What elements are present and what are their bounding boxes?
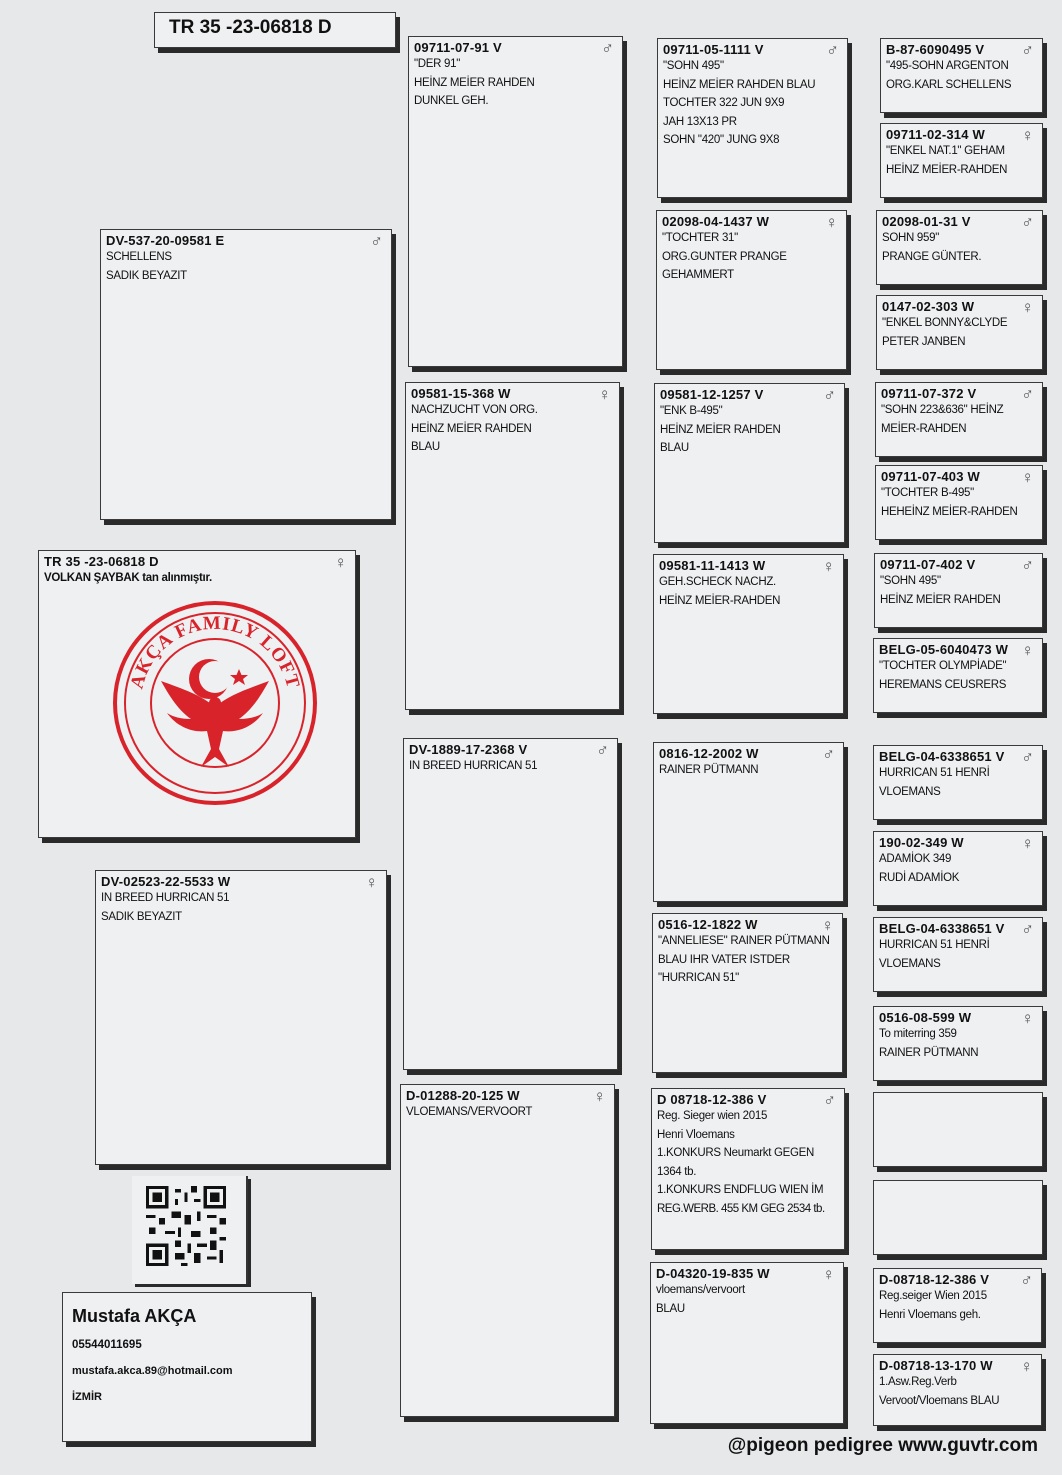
ring-number: TR 35 -23-06818 D	[44, 554, 159, 569]
pedigree-card-dsd	[652, 913, 843, 1073]
pedigree-card-ds	[403, 738, 618, 1070]
card-line: SADIK BEYAZIT	[106, 269, 187, 282]
pedigree-card-dd	[400, 1084, 615, 1417]
pedigree-card-g11	[873, 917, 1043, 992]
male-symbol-icon: ♂	[1021, 41, 1034, 60]
ring-number: BELG-05-6040473 W	[879, 642, 1009, 657]
male-symbol-icon: ♂	[823, 386, 836, 405]
ring-number: D-08718-13-170 W	[879, 1358, 993, 1373]
card-line: BLAU IHR VATER ISTDER	[658, 953, 790, 966]
ring-number: B-87-6090495 V	[886, 42, 985, 57]
male-symbol-icon: ♂	[596, 741, 609, 760]
female-symbol-icon: ♀	[365, 873, 378, 892]
card-line: PETER JANBEN	[882, 335, 966, 348]
pedigree-card-sds	[654, 383, 845, 543]
ring-number: 09581-15-368 W	[411, 386, 511, 401]
card-line: TOCHTER 322 JUN 9X9	[663, 97, 785, 109]
pedigree-card-sire	[100, 229, 392, 520]
ring-number: 02098-04-1437 W	[662, 214, 770, 229]
stamp-text: AKÇA FAMILY LOFT	[126, 612, 304, 692]
ring-number: DV-02523-22-5533 W	[101, 874, 231, 889]
card-line: BLAU	[411, 441, 440, 453]
ring-number: 02098-01-31 V	[882, 214, 971, 229]
pedigree-card-g16	[873, 1354, 1042, 1426]
card-line: SOHN 959"	[882, 232, 939, 244]
card-line: HURRICAN 51 HENRİ	[879, 939, 990, 951]
card-line: ORG.GUNTER PRANGE	[662, 250, 787, 263]
male-symbol-icon: ♂	[826, 41, 839, 60]
pedigree-card-g1	[880, 38, 1043, 113]
card-line: VLOEMANS/VERVOORT	[406, 1106, 533, 1118]
card-line: SADIK BEYAZIT	[101, 910, 182, 923]
card-line: VLOEMANS	[879, 957, 941, 970]
ring-number: 09711-07-403 W	[881, 469, 980, 484]
female-symbol-icon: ♀	[822, 1265, 835, 1284]
card-line: REG.WERB. 455 KM GEG 2534 tb.	[657, 1202, 825, 1215]
pedigree-card-g10	[873, 831, 1043, 906]
card-line: vloemans/vervoort	[656, 1284, 745, 1296]
pedigree-card-g12	[873, 1006, 1043, 1081]
ring-number: BELG-04-6338651 V	[879, 921, 1005, 936]
pedigree-card-g6	[875, 465, 1043, 540]
card-line: MEİER-RAHDEN	[881, 422, 967, 435]
ring-number: D-08718-12-386 V	[879, 1272, 990, 1287]
card-line: HEİNZ MEİER-RAHDEN	[886, 163, 1008, 176]
ring-number: DV-1889-17-2368 V	[409, 742, 528, 757]
female-symbol-icon: ♀	[598, 385, 611, 404]
card-line: "SOHN 495"	[663, 60, 724, 72]
male-symbol-icon: ♂	[1020, 1271, 1033, 1290]
card-line: GEHAMMERT	[662, 269, 734, 281]
loft-stamp-logo	[111, 599, 319, 807]
card-line: DUNKEL GEH.	[414, 95, 489, 107]
pedigree-card-subject	[38, 550, 356, 838]
card-line: "SOHN 223&636" HEİNZ	[881, 404, 1004, 416]
title-ring: TR 35 -23-06818 D	[169, 17, 332, 38]
card-line: HURRICAN 51 HENRİ	[879, 767, 990, 779]
pedigree-card-g14-empty	[873, 1180, 1043, 1255]
ring-number: 0147-02-303 W	[882, 299, 975, 314]
female-symbol-icon: ♀	[821, 916, 834, 935]
female-symbol-icon: ♀	[1021, 298, 1034, 317]
male-symbol-icon: ♂	[1021, 920, 1034, 939]
ring-number: 09581-11-1413 W	[659, 558, 766, 573]
card-line: JAH 13X13 PR	[663, 115, 737, 128]
male-symbol-icon: ♂	[1021, 748, 1034, 767]
card-line: NACHZUCHT VON ORG.	[411, 404, 538, 416]
pedigree-card-g3	[876, 210, 1043, 285]
pedigree-card-g5	[875, 382, 1043, 457]
pedigree-card-dss	[653, 742, 844, 902]
male-symbol-icon: ♂	[1021, 213, 1034, 232]
female-symbol-icon: ♀	[822, 557, 835, 576]
owner-email: mustafa.akca.89@hotmail.com	[72, 1365, 233, 1377]
female-symbol-icon: ♀	[1020, 1357, 1033, 1376]
card-line: HEİNZ MEİER RAHDEN	[414, 76, 535, 89]
card-line: "TOCHTER 31"	[662, 232, 738, 244]
pedigree-card-sss	[657, 38, 848, 198]
card-line: 1364 tb.	[657, 1165, 697, 1178]
card-line: HEREMANS CEUSRERS	[879, 678, 1007, 691]
female-symbol-icon: ♀	[1021, 641, 1034, 660]
card-line: HEİNZ MEİER RAHDEN	[660, 423, 781, 436]
ring-number: 0516-12-1822 W	[658, 917, 758, 932]
card-line: HEİNZ MEİER RAHDEN	[411, 422, 532, 435]
female-symbol-icon: ♀	[1021, 834, 1034, 853]
owner-card	[62, 1292, 312, 1442]
pedigree-card-dam	[95, 870, 387, 1165]
pedigree-card-ddd	[650, 1262, 844, 1424]
card-line: HEİNZ MEİER RAHDEN BLAU	[663, 78, 816, 91]
ring-number: 09711-02-314 W	[886, 127, 985, 142]
card-line: HEİNZ MEİER RAHDEN	[880, 593, 1001, 606]
ring-number: 09711-05-1111 V	[663, 42, 764, 57]
card-line: Reg.seiger Wien 2015	[879, 1290, 987, 1302]
card-line: BLAU	[656, 1302, 685, 1315]
qr-code-icon	[146, 1186, 226, 1266]
card-line: BLAU	[660, 442, 689, 454]
pedigree-card-sd	[405, 382, 620, 710]
pedigree-card-g4	[876, 295, 1043, 370]
card-line: "SOHN 495"	[880, 575, 941, 587]
female-symbol-icon: ♀	[825, 213, 838, 232]
card-line: 1.KONKURS Neumarkt GEGEN	[657, 1147, 815, 1159]
card-line: IN BREED HURRICAN 51	[409, 760, 538, 772]
card-line: RAINER PÜTMANN	[879, 1046, 979, 1059]
ring-number: 09711-07-372 V	[881, 386, 977, 401]
ring-number: 0516-08-599 W	[879, 1010, 972, 1025]
male-symbol-icon: ♂	[370, 232, 383, 251]
pedigree-card-ss	[408, 36, 623, 367]
ring-number: D-01288-20-125 W	[406, 1088, 520, 1103]
female-symbol-icon: ♀	[1021, 126, 1034, 145]
pedigree-card-g2	[880, 123, 1043, 198]
male-symbol-icon: ♂	[822, 745, 835, 764]
ring-number: 190-02-349 W	[879, 835, 964, 850]
pedigree-card-g7	[874, 553, 1043, 628]
card-line: "495-SOHN ARGENTON	[886, 60, 1009, 72]
ring-number: D 08718-12-386 V	[657, 1092, 767, 1107]
pedigree-card-g8	[873, 638, 1043, 713]
card-line: RAINER PÜTMANN	[659, 764, 759, 776]
pedigree-card-g9	[873, 745, 1043, 820]
female-symbol-icon: ♀	[1021, 468, 1034, 487]
ring-number: DV-537-20-09581 E	[106, 233, 225, 248]
ring-number: 09711-07-91 V	[414, 40, 502, 55]
card-line: VOLKAN ŞAYBAK tan alınmıştır.	[44, 572, 212, 584]
card-line: Vervoot/Vloemans BLAU	[879, 1394, 1000, 1407]
owner-phone: 05544011695	[72, 1339, 142, 1351]
card-line: VLOEMANS	[879, 785, 941, 798]
footer-credit: @pigeon pedigree www.guvtr.com	[727, 1435, 1038, 1456]
card-line: ORG.KARL SCHELLENS	[886, 78, 1012, 91]
ring-number: D-04320-19-835 W	[656, 1266, 770, 1281]
card-line: SCHELLENS	[106, 251, 172, 263]
card-line: "TOCHTER B-495"	[881, 487, 974, 499]
card-line: "HURRICAN 51"	[658, 972, 739, 984]
card-line: Henri Vloemans	[657, 1128, 735, 1141]
pedigree-card-g15	[873, 1268, 1042, 1343]
card-line: 1.KONKURS ENDFLUG WIEN İM	[657, 1184, 824, 1196]
male-symbol-icon: ♂	[823, 1091, 836, 1110]
pedigree-card-sdd	[653, 554, 844, 714]
card-line: GEH.SCHECK NACHZ.	[659, 576, 776, 588]
male-symbol-icon: ♂	[1021, 556, 1034, 575]
card-line: "ENKEL BONNY&CLYDE	[882, 317, 1008, 329]
female-symbol-icon: ♀	[593, 1087, 606, 1106]
owner-name: Mustafa AKÇA	[72, 1306, 197, 1326]
ring-number: 0816-12-2002 W	[659, 746, 759, 761]
pedigree-card-g13-empty	[873, 1092, 1043, 1167]
male-symbol-icon: ♂	[1021, 385, 1034, 404]
ring-number: 09581-12-1257 V	[660, 387, 764, 402]
card-line: Reg. Sieger wien 2015	[657, 1110, 768, 1122]
ring-number: BELG-04-6338651 V	[879, 749, 1005, 764]
card-line: "ANNELIESE" RAINER PÜTMANN	[658, 935, 830, 947]
pedigree-card-dds	[651, 1088, 845, 1250]
qr-code	[132, 1176, 248, 1284]
female-symbol-icon: ♀	[1021, 1009, 1034, 1028]
card-line: IN BREED HURRICAN 51	[101, 892, 230, 904]
card-line: "DER 91"	[414, 58, 461, 70]
owner-city: İZMİR	[72, 1391, 102, 1403]
pedigree-card-ssd	[656, 210, 847, 370]
card-line: "ENK B-495"	[660, 405, 723, 417]
card-line: To miterring 359	[879, 1028, 957, 1040]
card-line: RUDİ ADAMİOK	[879, 871, 960, 884]
card-line: HEHEİNZ MEİER-RAHDEN	[881, 505, 1018, 518]
male-symbol-icon: ♂	[601, 39, 614, 58]
card-line: HEİNZ MEİER-RAHDEN	[659, 594, 781, 607]
card-line: Henri Vloemans geh.	[879, 1308, 981, 1321]
card-line: SOHN "420" JUNG 9X8	[663, 134, 780, 146]
female-symbol-icon: ♀	[334, 553, 347, 572]
card-line: "TOCHTER OLYMPİADE"	[879, 660, 1007, 672]
title-ring-card	[154, 12, 396, 48]
card-line: ADAMİOK 349	[879, 853, 952, 865]
ring-number: 09711-07-402 V	[880, 557, 976, 572]
card-line: PRANGE GÜNTER.	[882, 250, 982, 263]
card-line: 1.Asw.Reg.Verb	[879, 1376, 957, 1388]
card-line: "ENKEL NAT.1" GEHAM	[886, 145, 1005, 157]
